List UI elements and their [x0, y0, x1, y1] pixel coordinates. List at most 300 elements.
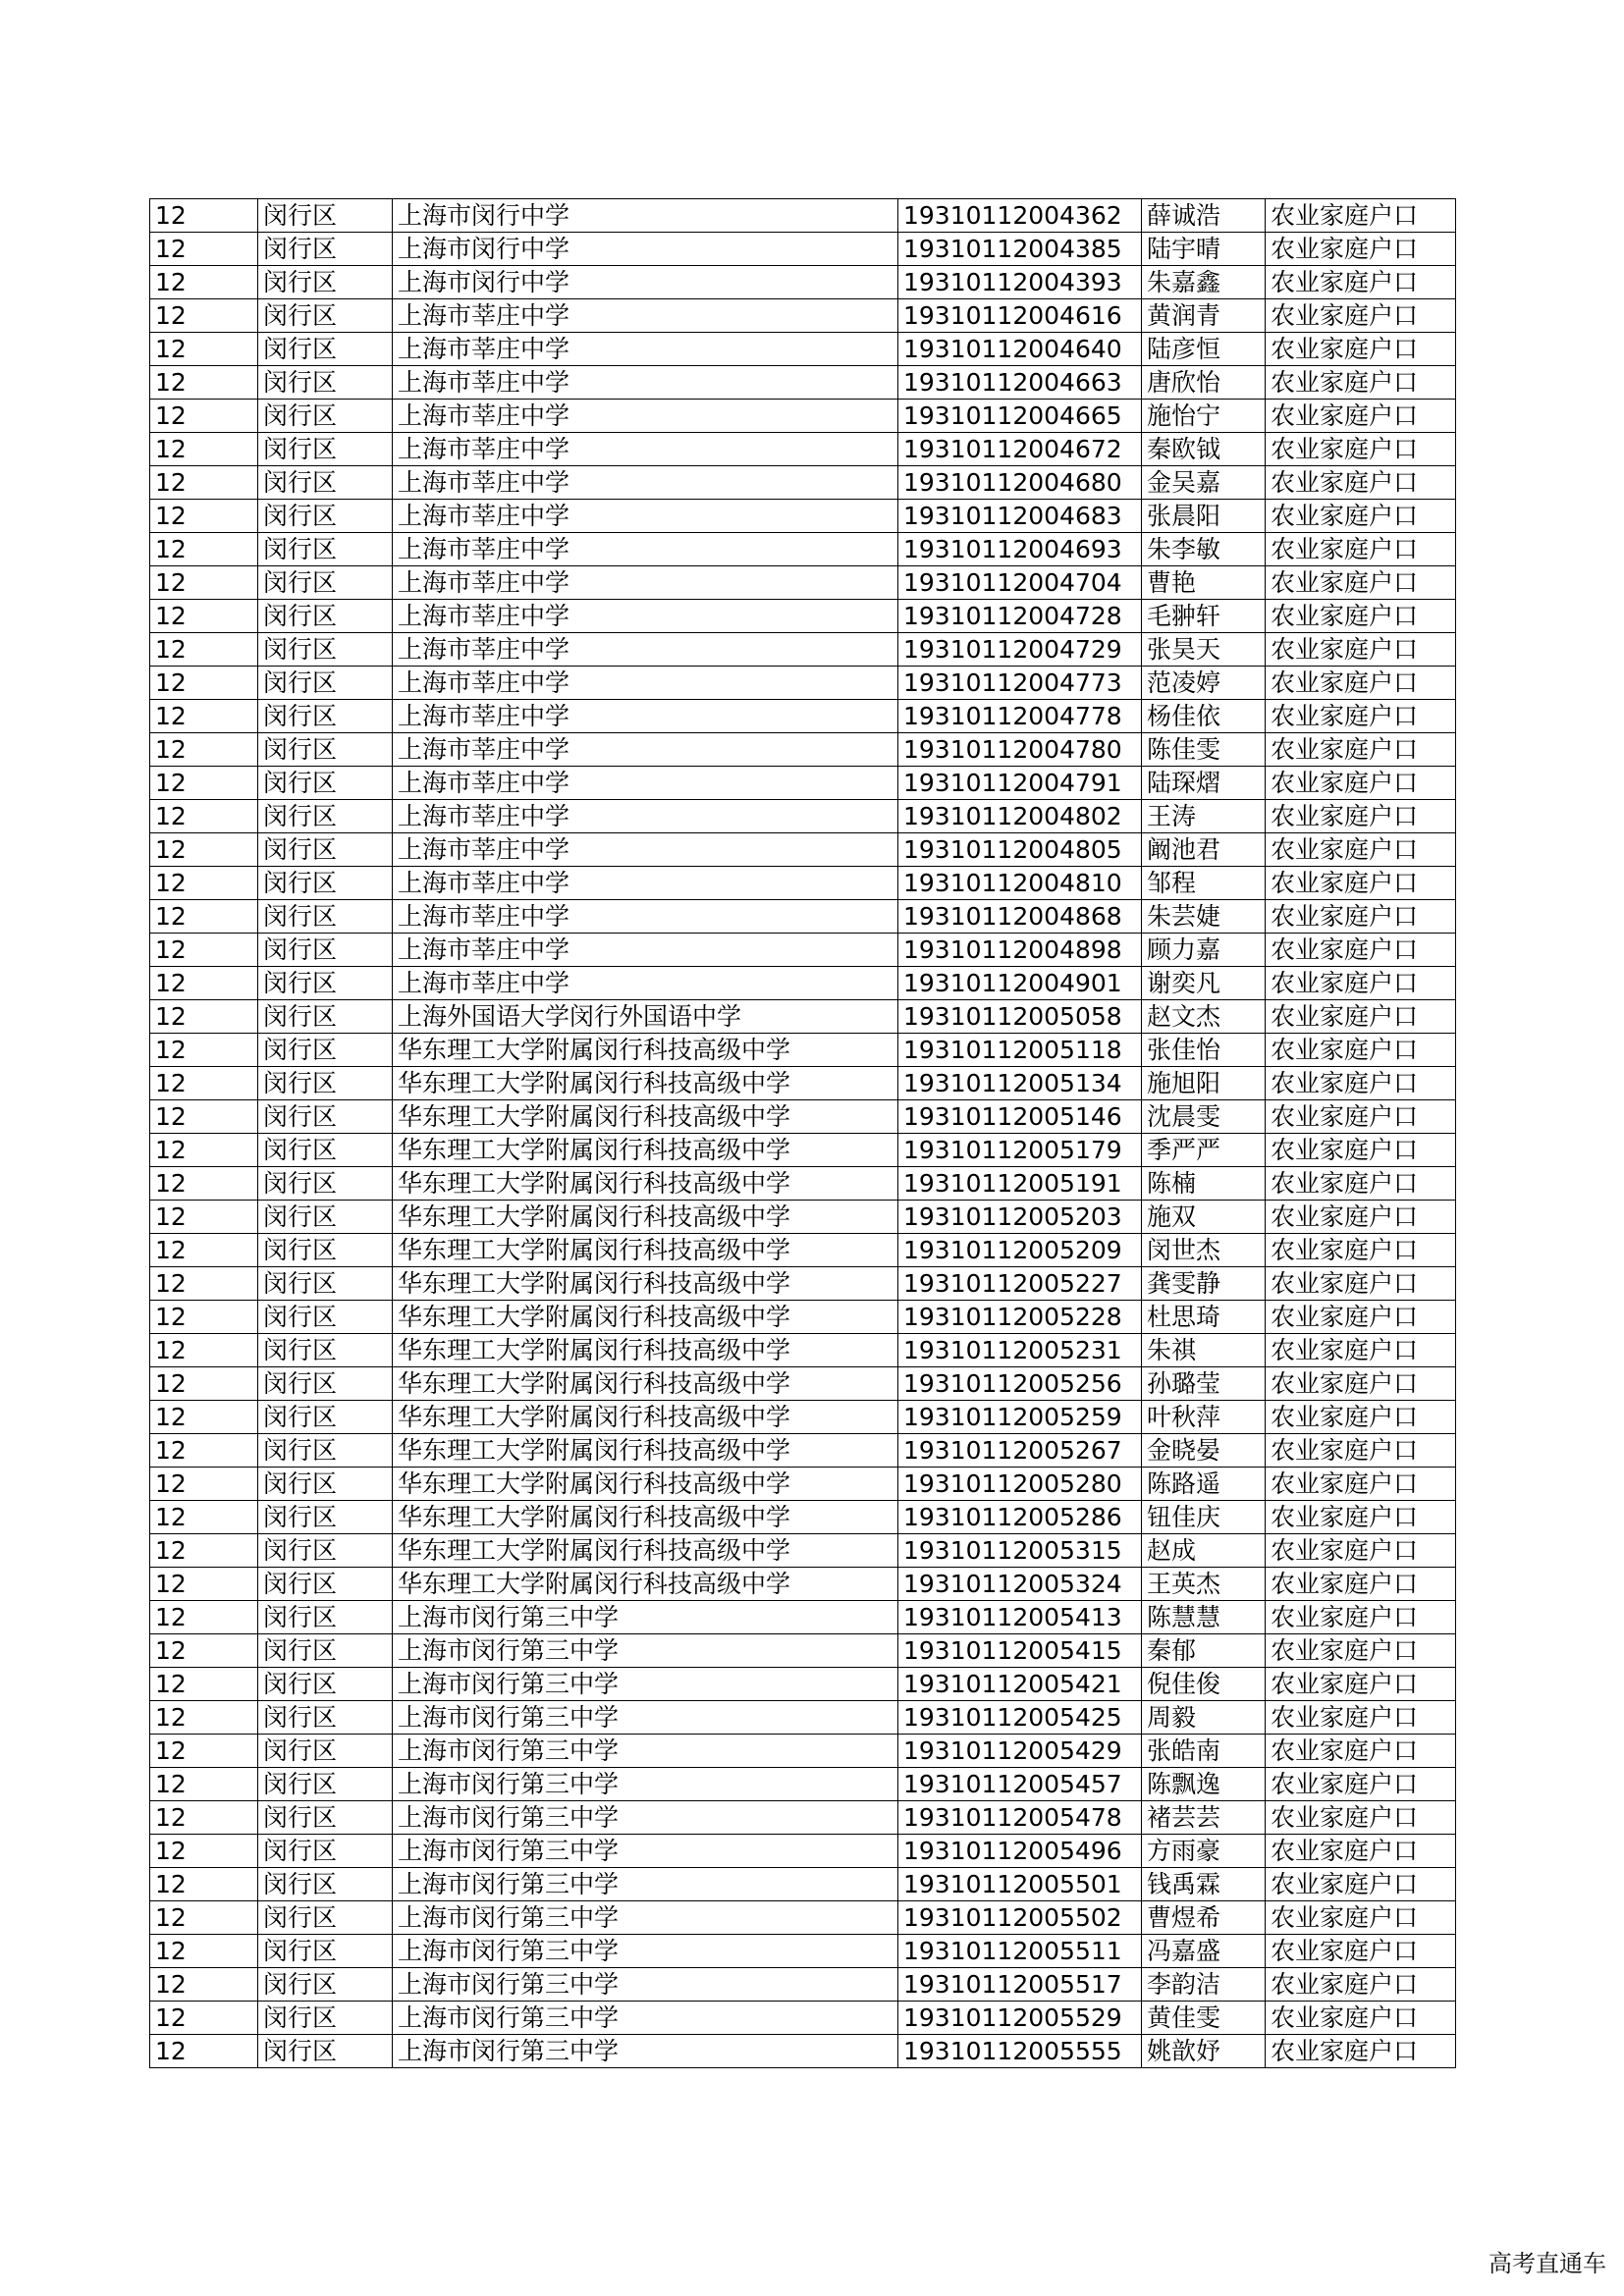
exam-number-cell: 19310112005228: [898, 1301, 1142, 1334]
school-cell: 上海市莘庄中学: [393, 667, 898, 700]
batch-cell: 12: [150, 1868, 258, 1901]
name-cell: 谢奕凡: [1142, 967, 1266, 1000]
district-cell: 闵行区: [258, 1234, 393, 1267]
exam-number-cell: 19310112005179: [898, 1134, 1142, 1167]
batch-cell: 12: [150, 2002, 258, 2035]
table-row: [150, 934, 1456, 967]
batch-cell: 12: [150, 1201, 258, 1234]
batch-cell: 12: [150, 1034, 258, 1067]
name-cell: 金吴嘉: [1142, 466, 1266, 500]
table-row: [150, 566, 1456, 600]
district-cell: 闵行区: [258, 2002, 393, 2035]
name-cell: 张佳怡: [1142, 1034, 1266, 1067]
name-cell: 冯嘉盛: [1142, 1935, 1266, 1968]
household-type-cell: 农业家庭户口: [1266, 1935, 1456, 1968]
name-cell: 倪佳俊: [1142, 1668, 1266, 1701]
batch-cell: 12: [150, 767, 258, 800]
batch-cell: 12: [150, 233, 258, 266]
household-type-cell: 农业家庭户口: [1266, 1868, 1456, 1901]
table-row: [150, 266, 1456, 299]
exam-number-cell: 19310112004693: [898, 533, 1142, 566]
exam-number-cell: 19310112005457: [898, 1768, 1142, 1801]
batch-cell: 12: [150, 1234, 258, 1267]
exam-number-cell: 19310112005415: [898, 1634, 1142, 1668]
district-cell: 闵行区: [258, 633, 393, 667]
household-type-cell: 农业家庭户口: [1266, 366, 1456, 400]
household-type-cell: 农业家庭户口: [1266, 1568, 1456, 1601]
school-cell: 上海市闵行中学: [393, 233, 898, 266]
exam-number-cell: 19310112004780: [898, 733, 1142, 767]
name-cell: 张昊天: [1142, 633, 1266, 667]
batch-cell: 12: [150, 667, 258, 700]
exam-number-cell: 19310112005286: [898, 1501, 1142, 1534]
district-cell: 闵行区: [258, 1735, 393, 1768]
household-type-cell: 农业家庭户口: [1266, 800, 1456, 833]
batch-cell: 12: [150, 1634, 258, 1668]
batch-cell: 12: [150, 366, 258, 400]
name-cell: 赵成: [1142, 1534, 1266, 1568]
name-cell: 姚歆妤: [1142, 2035, 1266, 2068]
exam-number-cell: 19310112004901: [898, 967, 1142, 1000]
household-type-cell: 农业家庭户口: [1266, 566, 1456, 600]
name-cell: 王涛: [1142, 800, 1266, 833]
exam-number-cell: 19310112004773: [898, 667, 1142, 700]
district-cell: 闵行区: [258, 1534, 393, 1568]
batch-cell: 12: [150, 299, 258, 333]
table-row: [150, 433, 1456, 466]
table-row: [150, 667, 1456, 700]
household-type-cell: 农业家庭户口: [1266, 1501, 1456, 1534]
name-cell: 施旭阳: [1142, 1067, 1266, 1100]
batch-cell: 12: [150, 833, 258, 867]
name-cell: 邹程: [1142, 867, 1266, 900]
name-cell: 孙璐莹: [1142, 1367, 1266, 1401]
school-cell: 华东理工大学附属闵行科技高级中学: [393, 1301, 898, 1334]
school-cell: 上海市闵行第三中学: [393, 1668, 898, 1701]
batch-cell: 12: [150, 967, 258, 1000]
district-cell: 闵行区: [258, 466, 393, 500]
batch-cell: 12: [150, 700, 258, 733]
household-type-cell: 农业家庭户口: [1266, 1167, 1456, 1201]
batch-cell: 12: [150, 800, 258, 833]
batch-cell: 12: [150, 1501, 258, 1534]
district-cell: 闵行区: [258, 800, 393, 833]
exam-number-cell: 19310112005191: [898, 1167, 1142, 1201]
exam-number-cell: 19310112004672: [898, 433, 1142, 466]
school-cell: 上海市莘庄中学: [393, 500, 898, 533]
exam-number-cell: 19310112004778: [898, 700, 1142, 733]
household-type-cell: 农业家庭户口: [1266, 2002, 1456, 2035]
table-row: [150, 2002, 1456, 2035]
household-type-cell: 农业家庭户口: [1266, 2035, 1456, 2068]
household-type-cell: 农业家庭户口: [1266, 1901, 1456, 1935]
district-cell: 闵行区: [258, 1067, 393, 1100]
district-cell: 闵行区: [258, 1668, 393, 1701]
school-cell: 上海市莘庄中学: [393, 600, 898, 633]
household-type-cell: 农业家庭户口: [1266, 1801, 1456, 1835]
exam-number-cell: 19310112005134: [898, 1067, 1142, 1100]
table-row: [150, 1434, 1456, 1468]
batch-cell: 12: [150, 1534, 258, 1568]
school-cell: 上海市闵行第三中学: [393, 1835, 898, 1868]
school-cell: 上海市闵行第三中学: [393, 2035, 898, 2068]
name-cell: 李韵洁: [1142, 1968, 1266, 2002]
batch-cell: 12: [150, 1000, 258, 1034]
district-cell: 闵行区: [258, 500, 393, 533]
school-cell: 华东理工大学附属闵行科技高级中学: [393, 1367, 898, 1401]
batch-cell: 12: [150, 1334, 258, 1367]
table-row: [150, 1968, 1456, 2002]
batch-cell: 12: [150, 1668, 258, 1701]
district-cell: 闵行区: [258, 1768, 393, 1801]
district-cell: 闵行区: [258, 1201, 393, 1234]
exam-number-cell: 19310112005413: [898, 1601, 1142, 1634]
name-cell: 钮佳庆: [1142, 1501, 1266, 1534]
batch-cell: 12: [150, 633, 258, 667]
school-cell: 华东理工大学附属闵行科技高级中学: [393, 1401, 898, 1434]
table-row: [150, 1134, 1456, 1167]
name-cell: 张皓南: [1142, 1735, 1266, 1768]
table-row: [150, 233, 1456, 266]
batch-cell: 12: [150, 1167, 258, 1201]
table-row: [150, 1735, 1456, 1768]
exam-number-cell: 19310112005511: [898, 1935, 1142, 1968]
district-cell: 闵行区: [258, 1301, 393, 1334]
district-cell: 闵行区: [258, 1701, 393, 1735]
household-type-cell: 农业家庭户口: [1266, 867, 1456, 900]
table-row: [150, 1367, 1456, 1401]
school-cell: 华东理工大学附属闵行科技高级中学: [393, 1534, 898, 1568]
table-row: [150, 1835, 1456, 1868]
exam-number-cell: 19310112005209: [898, 1234, 1142, 1267]
district-cell: 闵行区: [258, 366, 393, 400]
batch-cell: 12: [150, 1601, 258, 1634]
name-cell: 施双: [1142, 1201, 1266, 1234]
household-type-cell: 农业家庭户口: [1266, 199, 1456, 233]
school-cell: 华东理工大学附属闵行科技高级中学: [393, 1134, 898, 1167]
batch-cell: 12: [150, 1935, 258, 1968]
name-cell: 季严严: [1142, 1134, 1266, 1167]
batch-cell: 12: [150, 1901, 258, 1935]
school-cell: 上海市闵行中学: [393, 199, 898, 233]
district-cell: 闵行区: [258, 1634, 393, 1668]
exam-number-cell: 19310112004728: [898, 600, 1142, 633]
batch-cell: 12: [150, 566, 258, 600]
name-cell: 施怡宁: [1142, 400, 1266, 433]
household-type-cell: 农业家庭户口: [1266, 700, 1456, 733]
district-cell: 闵行区: [258, 400, 393, 433]
name-cell: 张晨阳: [1142, 500, 1266, 533]
household-type-cell: 农业家庭户口: [1266, 1301, 1456, 1334]
household-type-cell: 农业家庭户口: [1266, 967, 1456, 1000]
name-cell: 朱嘉鑫: [1142, 266, 1266, 299]
table-row: [150, 299, 1456, 333]
exam-number-cell: 19310112005425: [898, 1701, 1142, 1735]
school-cell: 华东理工大学附属闵行科技高级中学: [393, 1067, 898, 1100]
table-row: [150, 1901, 1456, 1935]
batch-cell: 12: [150, 1968, 258, 2002]
name-cell: 陆宇晴: [1142, 233, 1266, 266]
table-row: [150, 1201, 1456, 1234]
household-type-cell: 农业家庭户口: [1266, 1367, 1456, 1401]
school-cell: 上海市莘庄中学: [393, 466, 898, 500]
school-cell: 上海市莘庄中学: [393, 934, 898, 967]
district-cell: 闵行区: [258, 1134, 393, 1167]
batch-cell: 12: [150, 333, 258, 366]
exam-number-cell: 19310112004385: [898, 233, 1142, 266]
table-row: [150, 1000, 1456, 1034]
name-cell: 秦欧钺: [1142, 433, 1266, 466]
district-cell: 闵行区: [258, 1034, 393, 1067]
table-row: [150, 900, 1456, 934]
household-type-cell: 农业家庭户口: [1266, 266, 1456, 299]
district-cell: 闵行区: [258, 700, 393, 733]
district-cell: 闵行区: [258, 1835, 393, 1868]
district-cell: 闵行区: [258, 566, 393, 600]
household-type-cell: 农业家庭户口: [1266, 667, 1456, 700]
household-type-cell: 农业家庭户口: [1266, 400, 1456, 433]
table-row: [150, 366, 1456, 400]
table-row: [150, 1234, 1456, 1267]
batch-cell: 12: [150, 1401, 258, 1434]
school-cell: 华东理工大学附属闵行科技高级中学: [393, 1201, 898, 1234]
school-cell: 华东理工大学附属闵行科技高级中学: [393, 1501, 898, 1534]
table-row: [150, 733, 1456, 767]
school-cell: 上海市莘庄中学: [393, 533, 898, 566]
exam-number-cell: 19310112004665: [898, 400, 1142, 433]
name-cell: 陈佳雯: [1142, 733, 1266, 767]
name-cell: 朱祺: [1142, 1334, 1266, 1367]
table-row: [150, 1768, 1456, 1801]
name-cell: 陈慧慧: [1142, 1601, 1266, 1634]
batch-cell: 12: [150, 1801, 258, 1835]
household-type-cell: 农业家庭户口: [1266, 1201, 1456, 1234]
exam-number-cell: 19310112005231: [898, 1334, 1142, 1367]
district-cell: 闵行区: [258, 1501, 393, 1534]
school-cell: 华东理工大学附属闵行科技高级中学: [393, 1167, 898, 1201]
household-type-cell: 农业家庭户口: [1266, 1000, 1456, 1034]
batch-cell: 12: [150, 400, 258, 433]
name-cell: 曹煜希: [1142, 1901, 1266, 1935]
district-cell: 闵行区: [258, 934, 393, 967]
district-cell: 闵行区: [258, 1334, 393, 1367]
batch-cell: 12: [150, 1434, 258, 1468]
exam-number-cell: 19310112005496: [898, 1835, 1142, 1868]
batch-cell: 12: [150, 867, 258, 900]
batch-cell: 12: [150, 433, 258, 466]
household-type-cell: 农业家庭户口: [1266, 433, 1456, 466]
exam-number-cell: 19310112005256: [898, 1367, 1142, 1401]
table-row: [150, 1267, 1456, 1301]
school-cell: 上海市闵行第三中学: [393, 1601, 898, 1634]
school-cell: 上海市闵行第三中学: [393, 1935, 898, 1968]
school-cell: 华东理工大学附属闵行科技高级中学: [393, 1568, 898, 1601]
name-cell: 陆琛熠: [1142, 767, 1266, 800]
batch-cell: 12: [150, 1301, 258, 1334]
school-cell: 上海市莘庄中学: [393, 700, 898, 733]
exam-number-cell: 19310112004362: [898, 199, 1142, 233]
table-row: [150, 1701, 1456, 1735]
district-cell: 闵行区: [258, 1801, 393, 1835]
batch-cell: 12: [150, 1468, 258, 1501]
name-cell: 方雨豪: [1142, 1835, 1266, 1868]
batch-cell: 12: [150, 1835, 258, 1868]
district-cell: 闵行区: [258, 1568, 393, 1601]
name-cell: 秦郁: [1142, 1634, 1266, 1668]
household-type-cell: 农业家庭户口: [1266, 1234, 1456, 1267]
exam-number-cell: 19310112005502: [898, 1901, 1142, 1935]
exam-number-cell: 19310112004805: [898, 833, 1142, 867]
batch-cell: 12: [150, 2035, 258, 2068]
name-cell: 范凌婷: [1142, 667, 1266, 700]
district-cell: 闵行区: [258, 533, 393, 566]
name-cell: 褚芸芸: [1142, 1801, 1266, 1835]
district-cell: 闵行区: [258, 1100, 393, 1134]
batch-cell: 12: [150, 1367, 258, 1401]
exam-number-cell: 19310112005478: [898, 1801, 1142, 1835]
table-row: [150, 1067, 1456, 1100]
school-cell: 上海市莘庄中学: [393, 833, 898, 867]
household-type-cell: 农业家庭户口: [1266, 1468, 1456, 1501]
name-cell: 朱芸婕: [1142, 900, 1266, 934]
table-row: [150, 1568, 1456, 1601]
batch-cell: 12: [150, 1100, 258, 1134]
school-cell: 上海市莘庄中学: [393, 633, 898, 667]
exam-number-cell: 19310112005429: [898, 1735, 1142, 1768]
district-cell: 闵行区: [258, 1935, 393, 1968]
exam-number-cell: 19310112005058: [898, 1000, 1142, 1034]
exam-number-cell: 19310112005421: [898, 1668, 1142, 1701]
name-cell: 黄润青: [1142, 299, 1266, 333]
name-cell: 曹艳: [1142, 566, 1266, 600]
batch-cell: 12: [150, 199, 258, 233]
table-row: [150, 967, 1456, 1000]
household-type-cell: 农业家庭户口: [1266, 1968, 1456, 2002]
table-row: [150, 700, 1456, 733]
batch-cell: 12: [150, 900, 258, 934]
name-cell: 王英杰: [1142, 1568, 1266, 1601]
household-type-cell: 农业家庭户口: [1266, 600, 1456, 633]
exam-number-cell: 19310112005324: [898, 1568, 1142, 1601]
name-cell: 薛诚浩: [1142, 199, 1266, 233]
district-cell: 闵行区: [258, 1401, 393, 1434]
table-row: [150, 1668, 1456, 1701]
table-row: [150, 466, 1456, 500]
table-row: [150, 1501, 1456, 1534]
batch-cell: 12: [150, 533, 258, 566]
name-cell: 龚雯静: [1142, 1267, 1266, 1301]
household-type-cell: 农业家庭户口: [1266, 1334, 1456, 1367]
district-cell: 闵行区: [258, 333, 393, 366]
household-type-cell: 农业家庭户口: [1266, 1401, 1456, 1434]
exam-number-cell: 19310112004791: [898, 767, 1142, 800]
school-cell: 华东理工大学附属闵行科技高级中学: [393, 1234, 898, 1267]
district-cell: 闵行区: [258, 1968, 393, 2002]
district-cell: 闵行区: [258, 1000, 393, 1034]
batch-cell: 12: [150, 1701, 258, 1735]
name-cell: 毛翀轩: [1142, 600, 1266, 633]
watermark: 高考直通车: [1489, 2250, 1606, 2277]
household-type-cell: 农业家庭户口: [1266, 500, 1456, 533]
name-cell: 顾力嘉: [1142, 934, 1266, 967]
exam-number-cell: 19310112004704: [898, 566, 1142, 600]
household-type-cell: 农业家庭户口: [1266, 1067, 1456, 1100]
district-cell: 闵行区: [258, 867, 393, 900]
table-row: [150, 1468, 1456, 1501]
district-cell: 闵行区: [258, 1601, 393, 1634]
exam-number-cell: 19310112005118: [898, 1034, 1142, 1067]
household-type-cell: 农业家庭户口: [1266, 767, 1456, 800]
name-cell: 陈楠: [1142, 1167, 1266, 1201]
batch-cell: 12: [150, 266, 258, 299]
school-cell: 华东理工大学附属闵行科技高级中学: [393, 1334, 898, 1367]
household-type-cell: 农业家庭户口: [1266, 1768, 1456, 1801]
table-row: [150, 867, 1456, 900]
school-cell: 上海市莘庄中学: [393, 333, 898, 366]
exam-number-cell: 19310112004810: [898, 867, 1142, 900]
exam-number-cell: 19310112005280: [898, 1468, 1142, 1501]
table-row: [150, 1334, 1456, 1367]
school-cell: 上海市闵行第三中学: [393, 1801, 898, 1835]
district-cell: 闵行区: [258, 667, 393, 700]
exam-number-cell: 19310112005146: [898, 1100, 1142, 1134]
district-cell: 闵行区: [258, 900, 393, 934]
household-type-cell: 农业家庭户口: [1266, 533, 1456, 566]
table-row: [150, 199, 1456, 233]
district-cell: 闵行区: [258, 199, 393, 233]
school-cell: 上海市莘庄中学: [393, 400, 898, 433]
district-cell: 闵行区: [258, 1167, 393, 1201]
batch-cell: 12: [150, 600, 258, 633]
school-cell: 上海市闵行第三中学: [393, 1868, 898, 1901]
table-row: [150, 1534, 1456, 1568]
school-cell: 上海市莘庄中学: [393, 800, 898, 833]
table-row: [150, 1401, 1456, 1434]
table-row: [150, 533, 1456, 566]
district-cell: 闵行区: [258, 1468, 393, 1501]
name-cell: 杨佳依: [1142, 700, 1266, 733]
batch-cell: 12: [150, 1267, 258, 1301]
name-cell: 陈飘逸: [1142, 1768, 1266, 1801]
school-cell: 上海外国语大学闵行外国语中学: [393, 1000, 898, 1034]
table-row: [150, 500, 1456, 533]
table-row: [150, 400, 1456, 433]
exam-number-cell: 19310112005203: [898, 1201, 1142, 1234]
table-row: [150, 1100, 1456, 1134]
name-cell: 钱禹霖: [1142, 1868, 1266, 1901]
school-cell: 上海市莘庄中学: [393, 767, 898, 800]
table-row: [150, 1634, 1456, 1668]
district-cell: 闵行区: [258, 767, 393, 800]
school-cell: 上海市莘庄中学: [393, 433, 898, 466]
school-cell: 上海市闵行第三中学: [393, 1768, 898, 1801]
exam-number-cell: 19310112004802: [898, 800, 1142, 833]
household-type-cell: 农业家庭户口: [1266, 633, 1456, 667]
table-row: [150, 1868, 1456, 1901]
table-row: [150, 1801, 1456, 1835]
exam-number-cell: 19310112004680: [898, 466, 1142, 500]
exam-number-cell: 19310112005555: [898, 2035, 1142, 2068]
school-cell: 上海市莘庄中学: [393, 967, 898, 1000]
batch-cell: 12: [150, 1768, 258, 1801]
district-cell: 闵行区: [258, 833, 393, 867]
household-type-cell: 农业家庭户口: [1266, 833, 1456, 867]
household-type-cell: 农业家庭户口: [1266, 1835, 1456, 1868]
exam-number-cell: 19310112004898: [898, 934, 1142, 967]
table-row: [150, 767, 1456, 800]
school-cell: 上海市闵行第三中学: [393, 1701, 898, 1735]
household-type-cell: 农业家庭户口: [1266, 299, 1456, 333]
